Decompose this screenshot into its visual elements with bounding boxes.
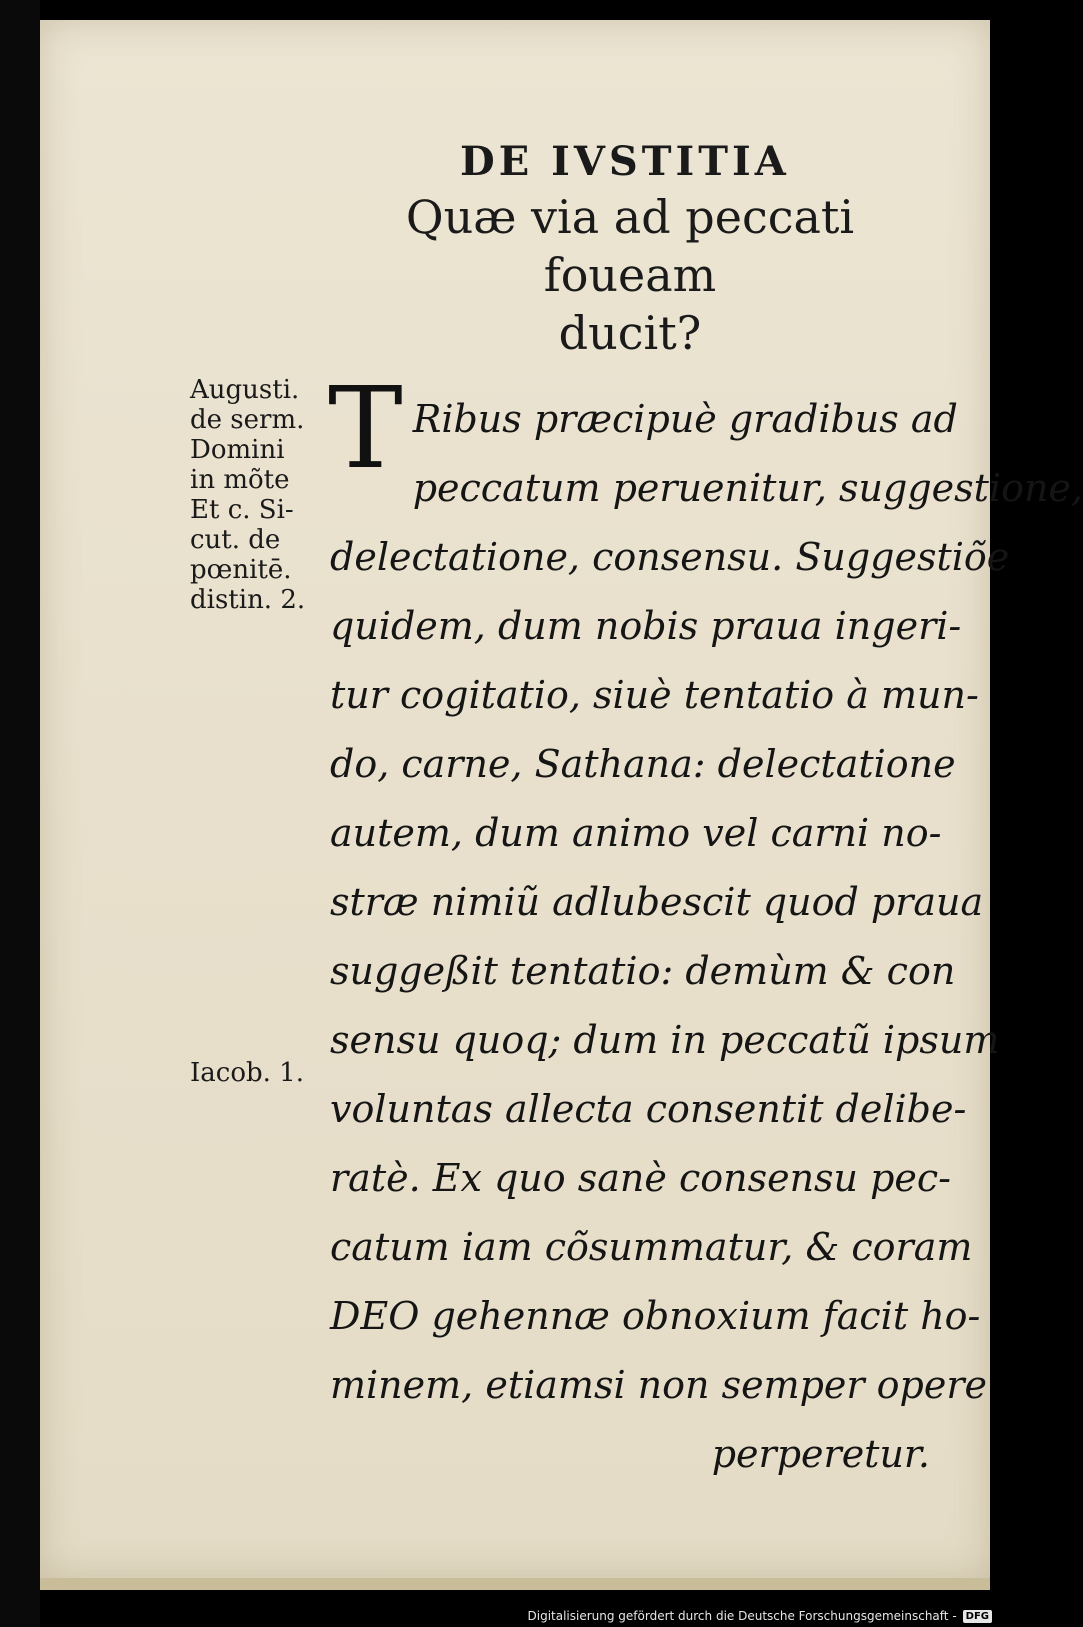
body-line: sensu quoq; dum in peccatũ ipsum [330, 1018, 1000, 1062]
marginal-line: Domini [190, 435, 285, 465]
marginal-line: Iacob. 1. [190, 1058, 304, 1088]
body-line: Ribus præcipuè gradibus ad [412, 397, 958, 441]
body-line: do, carne, Sathana: delectatione [330, 742, 956, 786]
body-line: stræ nimiũ adlubescit quod praua [330, 880, 984, 924]
body-line: suggeßit tentatio: demùm & con [330, 949, 956, 993]
body-line: quidem, dum nobis praua ingeri- [330, 604, 962, 648]
body-line: catum iam cõsummatur, & coram [330, 1225, 973, 1269]
body-line: ratè. Ex quo sanè consensu pec- [330, 1156, 952, 1200]
body-line: DEO gehennæ obnoxium facit ho- [330, 1294, 981, 1338]
marginal-note-augustine [190, 375, 325, 615]
chapter-title [330, 188, 930, 362]
digitization-footer [528, 1605, 993, 1627]
marginal-line: Augusti. [190, 375, 300, 405]
chapter-title-line-1: Quæ via ad peccati foueam [405, 190, 855, 302]
scan-left-edge [0, 0, 40, 1627]
body-line: autem, dum animo vel carni no- [330, 811, 942, 855]
body-line-last: perperetur. [711, 1432, 930, 1476]
marginal-line: in mõte [190, 465, 290, 495]
drop-cap: T [328, 364, 403, 494]
marginal-line: cut. de [190, 525, 281, 555]
body-line: minem, etiamsi non semper opere [330, 1363, 988, 1407]
footer-text: Digitalisierung gefördert durch die Deutsche Forschungsgemeinschaft - [527, 1609, 957, 1623]
chapter-title-line-2: ducit? [558, 306, 702, 360]
body-line: delectatione, consensu. Suggestiõe [330, 535, 1010, 579]
marginal-note-james [190, 1058, 325, 1088]
marginal-line: Et c. Si- [190, 495, 294, 525]
dfg-logo-icon: DFG [963, 1610, 992, 1623]
body-line: tur cogitatio, siuè tentatio à mun- [330, 673, 979, 717]
body-text [328, 364, 1083, 1489]
marginal-line: pœnitē. [190, 555, 292, 585]
marginal-line: de serm. [190, 405, 305, 435]
running-head: DE IVSTITIA [460, 138, 790, 185]
body-line: voluntas allecta consentit delibe- [330, 1087, 967, 1131]
page-bottom-edge [40, 1578, 990, 1590]
body-line: peccatum peruenitur, suggestione, [412, 466, 1083, 510]
marginal-line: distin. 2. [190, 585, 306, 615]
